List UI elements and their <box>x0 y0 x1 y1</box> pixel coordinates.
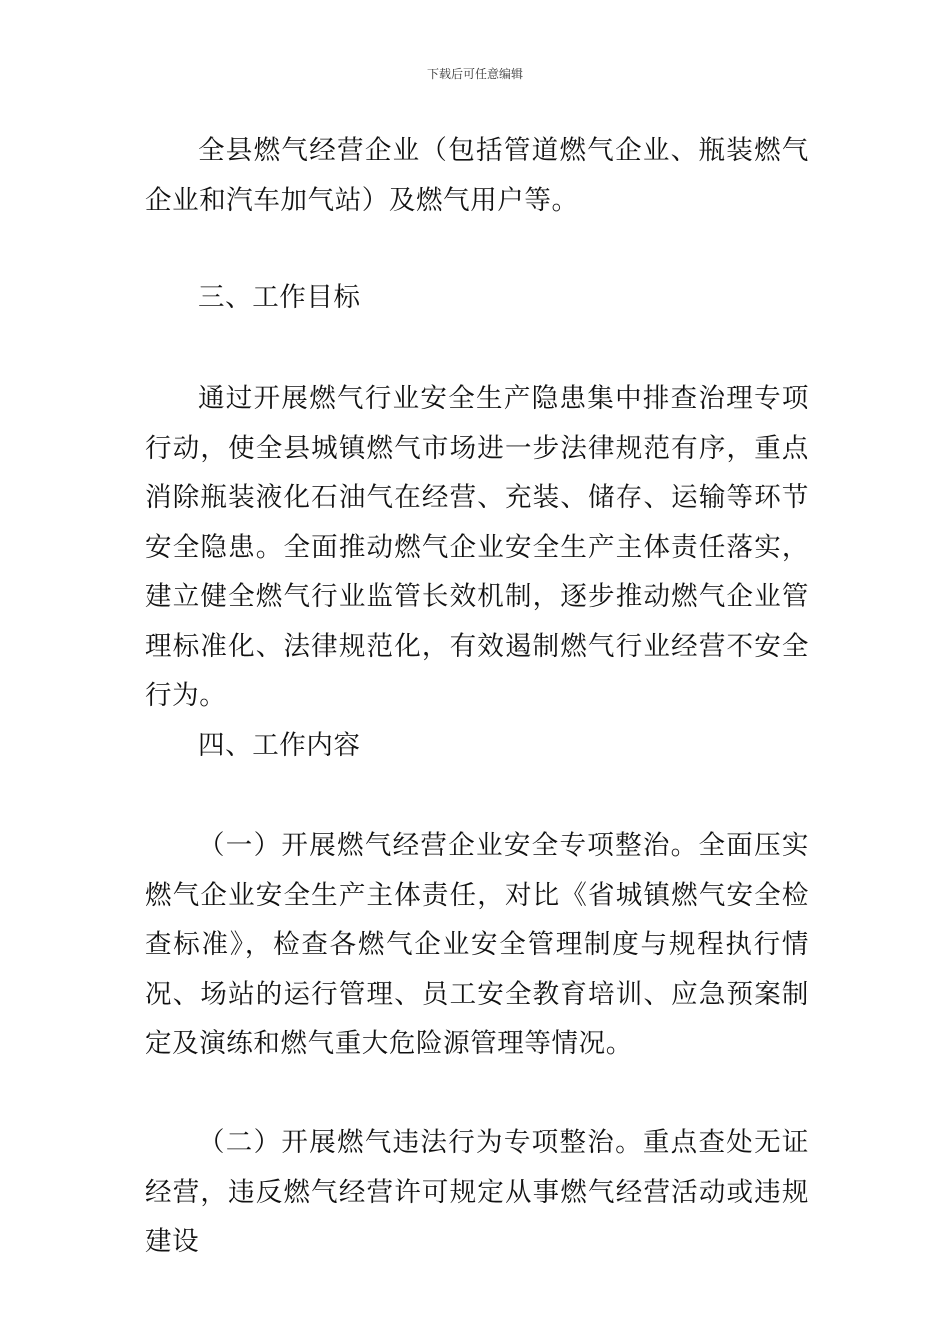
paragraph-goals: 通过开展燃气行业安全生产隐患集中排查治理专项行动，使全县城镇燃气市场进一步法律规范有序，重点消除瓶装液化石油气在经营、充装、储存、运输等环节安全隐患。全面推动燃气企业安全生产主体责任落实，建立健全燃气行业监管长效机制，逐步推动燃气企业管理标准化、法律规范化，有效遏制燃气行业经营不安全行为。 <box>145 383 809 711</box>
paragraph-item-2: （二）开展燃气违法行为专项整治。重点查处无证经营，违反燃气经营许可规定从事燃气经营活动或违规建设 <box>145 1127 809 1257</box>
section-heading-content: 四、工作内容 <box>198 730 361 761</box>
paragraph-scope: 全县燃气经营企业（包括管道燃气企业、瓶装燃气企业和汽车加气站）及燃气用户等。 <box>145 135 809 216</box>
page-header: 下载后可任意编辑 <box>426 67 523 81</box>
paragraph-item-1: （一）开展燃气经营企业安全专项整治。全面压实燃气企业安全生产主体责任，对比《省城镇燃气安全检查标准》，检查各燃气企业安全管理制度与规程执行情况、场站的运行管理、员工安全教育培训、应急预案制定及演练和燃气重大危险源管理等情况。 <box>145 830 809 1059</box>
section-heading-goals: 三、工作目标 <box>198 282 361 313</box>
